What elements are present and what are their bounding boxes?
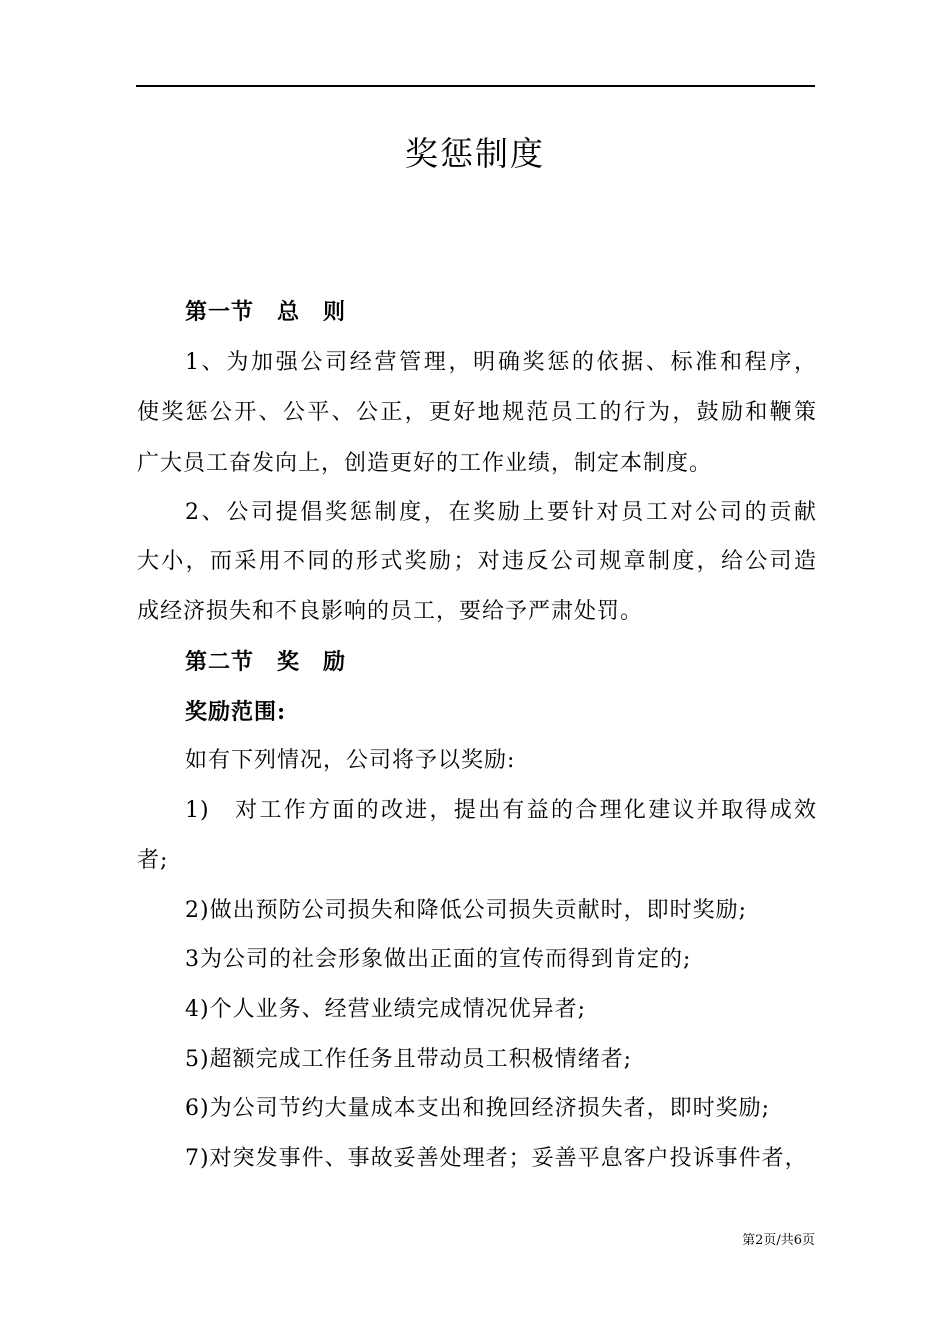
section-2-heading: 第二节 奖 励 xyxy=(185,649,347,675)
list-item-3: 3为公司的社会形象做出正面的宣传而得到肯定的; xyxy=(185,947,692,972)
list-item-2: 2)做出预防公司损失和降低公司损失贡献时，即时奖励; xyxy=(185,898,747,923)
page-number: 第2页/共6页 xyxy=(742,1233,815,1248)
list-item-1-line-1: 1) 对工作方面的改进，提出有益的合理化建议并取得成效 xyxy=(185,798,817,823)
section-1-heading: 第一节 总 则 xyxy=(185,299,347,325)
list-item-4: 4)个人业务、经营业绩完成情况优异者; xyxy=(185,997,586,1022)
paragraph-2-line-3: 成经济损失和不良影响的员工，要给予严肃处罚。 xyxy=(137,599,644,624)
header-rule xyxy=(136,85,815,87)
paragraph-1-line-2: 使奖惩公开、公平、公正，更好地规范员工的行为，鼓励和鞭策 xyxy=(137,400,817,425)
paragraph-1-line-3: 广大员工奋发向上，创造更好的工作业绩，制定本制度。 xyxy=(137,451,713,476)
list-item-5: 5)超额完成工作任务且带动员工积极情绪者; xyxy=(185,1047,632,1072)
scope-heading: 奖励范围: xyxy=(185,699,287,725)
list-item-7: 7)对突发事件、事故妥善处理者；妥善平息客户投诉事件者， xyxy=(185,1146,808,1171)
paragraph-1-line-1: 1、为加强公司经营管理，明确奖惩的依据、标准和程序， xyxy=(185,350,817,375)
paragraph-2-line-2: 大小，而采用不同的形式奖励；对违反公司规章制度，给公司造 xyxy=(137,549,817,574)
document-title: 奖惩制度 xyxy=(405,134,545,173)
list-item-1-line-2: 者; xyxy=(137,848,169,873)
scope-intro: 如有下列情况，公司将予以奖励: xyxy=(185,748,516,773)
paragraph-2-line-1: 2、公司提倡奖惩制度，在奖励上要针对员工对公司的贡献 xyxy=(185,500,817,525)
list-item-6: 6)为公司节约大量成本支出和挽回经济损失者，即时奖励; xyxy=(185,1096,770,1121)
